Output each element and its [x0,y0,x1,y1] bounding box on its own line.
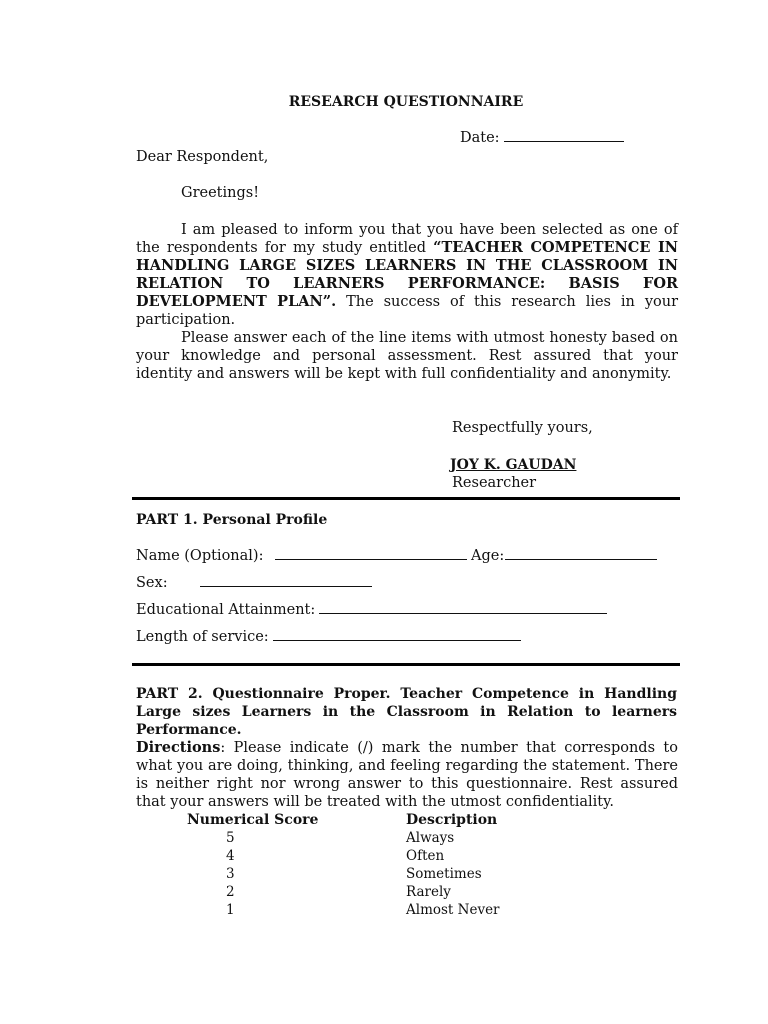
date-label: Date: [460,130,500,146]
scale-description: Often [406,848,445,864]
sex-blank[interactable] [200,585,372,587]
scale-score: 5 [226,830,235,846]
service-blank[interactable] [273,639,521,641]
name-label: Name (Optional): [136,548,264,564]
scale-description: Sometimes [406,866,482,882]
scale-description: Rarely [406,884,451,900]
study-title: “TEACHER COMPETENCE IN HANDLING LARGE SIZES LEARNERS IN THE CLASSROOM IN RELATION TO LEARNERS PERFORMANCE: BASIS FOR DEVELOPMENT PLAN”. [136,239,679,310]
divider-bottom [132,663,680,666]
document-title: RESEARCH QUESTIONNAIRE [288,94,524,110]
directions-paragraph [136,739,678,811]
signature-role: Researcher [452,475,537,491]
date-field [460,130,624,146]
instructions-paragraph [136,329,678,383]
salutation: Dear Respondent, [136,149,269,165]
name-field [136,548,467,564]
divider-top [132,497,680,500]
service-field [136,629,521,645]
education-blank[interactable] [319,612,607,614]
education-label: Educational Attainment: [136,602,316,618]
service-label: Length of service: [136,629,269,645]
intro-paragraph [136,221,678,329]
scale-score: 2 [226,884,235,900]
age-field [471,548,657,564]
scale-score: 3 [226,866,235,882]
education-field [136,602,607,618]
part2-heading: PART 2. Questionnaire Proper. Teacher Competence in Handling Large sizes Learners in the Classroom in Relation to learners Performance. [136,686,677,738]
instructions-text: Please answer each of the line items with utmost honesty based on your knowledge and personal assessment. Rest assured that your identity and answers will be kept with full confidentiality and anonymity. [136,330,678,382]
score-column-header: Numerical Score [187,812,319,828]
scale-description: Almost Never [406,902,500,918]
description-column-header: Description [406,812,498,828]
scale-score: 1 [226,902,235,918]
date-blank[interactable] [504,140,624,142]
greeting: Greetings! [181,185,260,201]
sex-label: Sex: [136,575,168,591]
name-blank[interactable] [275,558,467,560]
intro-lead: I am pleased to inform you that you have been selected as one of the respondents for my study entitled [136,222,678,256]
age-label: Age: [471,548,505,564]
scale-score: 4 [226,848,235,864]
directions-label: Directions [136,739,221,756]
scale-description: Always [406,830,455,846]
part1-heading: PART 1. Personal Profile [136,512,328,528]
signature-name: JOY K. GAUDAN [450,457,577,473]
age-blank[interactable] [505,558,657,560]
directions-text: : Please indicate (/) mark the number that corresponds to what you are doing, thinking, and feeling regarding the statement. There is neither right nor wrong answer to this questionnaire. Rest assured that your answers will be treated with the utmost confidentiality. [136,740,678,810]
intro-tail: The success of this research lies in your participation. [136,294,679,328]
closing: Respectfully yours, [452,420,593,436]
sex-field [136,575,372,591]
